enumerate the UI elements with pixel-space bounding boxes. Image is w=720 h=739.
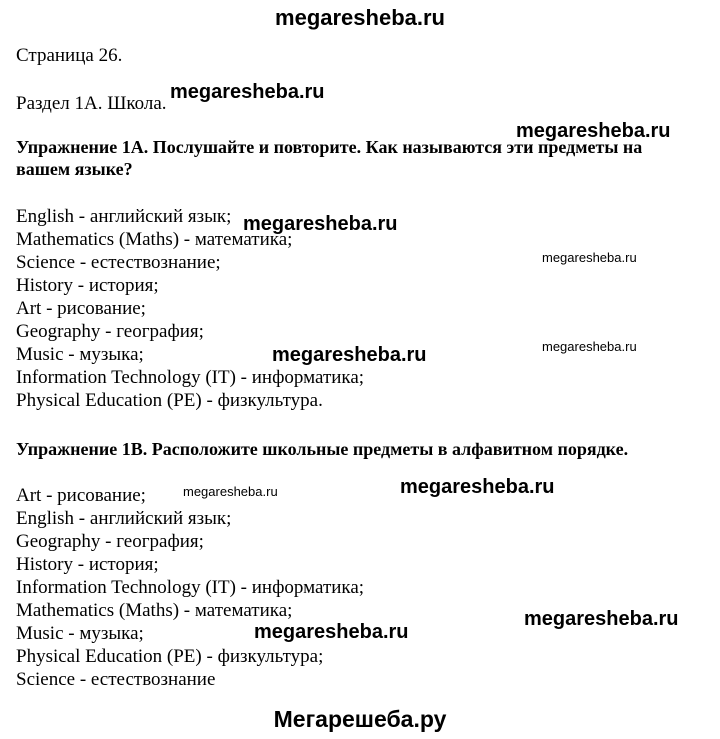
site-header: megaresheba.ru <box>275 5 445 30</box>
watermark: megaresheba.ru <box>400 476 555 498</box>
list-item: Music - музыка; <box>16 623 144 644</box>
watermark: megaresheba.ru <box>542 250 637 265</box>
list-item: Mathematics (Maths) - математика; <box>16 600 293 621</box>
list-item: Information Technology (IT) - информатика; <box>16 577 365 598</box>
list-item: Art - рисование; <box>16 298 146 319</box>
list-item: English - английский язык; <box>16 508 232 529</box>
site-footer: Мегарешеба.ру <box>273 706 447 732</box>
list-item: Art - рисование; <box>16 485 146 506</box>
page-label: Страница 26. <box>16 45 123 66</box>
exercise-1b-heading: Упражнение 1B. Расположите школьные предметы в алфавитном порядке. <box>16 439 629 459</box>
watermark: megaresheba.ru <box>542 339 637 354</box>
list-item: Geography - география; <box>16 531 204 552</box>
watermark: megaresheba.ru <box>254 621 409 643</box>
list-item: Geography - география; <box>16 321 204 342</box>
watermark: megaresheba.ru <box>524 608 679 630</box>
watermark: megaresheba.ru <box>183 484 278 499</box>
section-title: Раздел 1A. Школа. <box>16 93 167 114</box>
exercise-1b-list <box>16 484 364 691</box>
exercise-1a-list <box>16 205 364 412</box>
watermark: megaresheba.ru <box>516 120 671 142</box>
list-item: Mathematics (Maths) - математика; <box>16 229 293 250</box>
exercise-1a-heading-text: Упражнение 1A. Послушайте и повторите. Как называются эти предметы на вашем языке? <box>16 137 643 179</box>
list-item: Information Technology (IT) - информатика; <box>16 367 365 388</box>
list-item: Science - естествознание <box>16 669 216 690</box>
list-item: History - история; <box>16 275 159 296</box>
list-item: Music - музыка; <box>16 344 144 365</box>
list-item: History - история; <box>16 554 159 575</box>
watermark: megaresheba.ru <box>243 213 398 235</box>
list-item: English - английский язык; <box>16 206 232 227</box>
list-item: Physical Education (PE) - физкультура. <box>16 390 323 411</box>
watermark: megaresheba.ru <box>170 81 325 103</box>
list-item: Physical Education (PE) - физкультура; <box>16 646 324 667</box>
list-item: Science - естествознание; <box>16 252 221 273</box>
watermark: megaresheba.ru <box>272 344 427 366</box>
